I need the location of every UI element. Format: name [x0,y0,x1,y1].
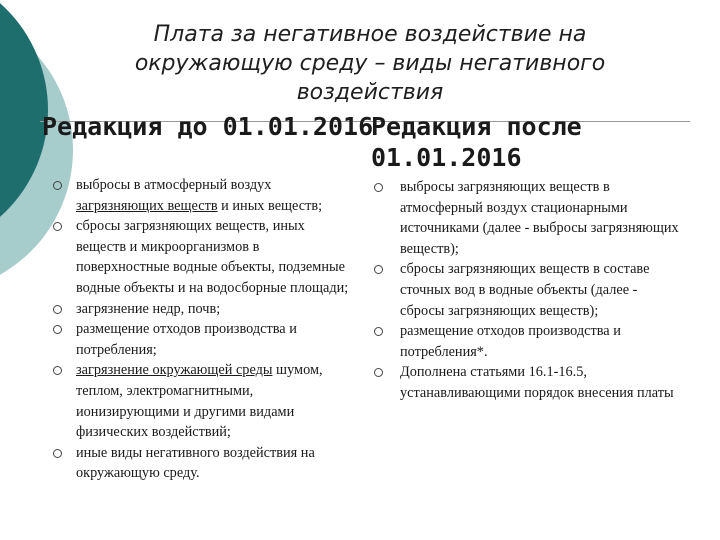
right-list-item: выбросы загрязняющих веществ в атмосферный воздух стационарными источниками (далее - выбросы загрязняющих веществ); [371,177,681,259]
left-list-item: выбросы в атмосферный воздух загрязняющих веществ и иных веществ; [50,175,350,216]
bullet-icon [53,222,62,231]
bullet-icon [374,265,383,274]
left-list-item: загрязнение окружающей среды шумом, теплом, электромагнитными, ионизирующими и другими видами физических воздействий; [50,360,350,442]
bullet-icon [53,325,62,334]
bullet-icon [374,327,383,336]
left-list-item: размещение отходов производства и потребления; [50,319,350,360]
bullet-icon [53,305,62,314]
bullet-icon [53,366,62,375]
link-pollutants[interactable]: загрязняющих веществ [76,197,218,214]
right-list-item: размещение отходов производства и потребления*. [371,321,681,362]
bullet-icon [374,368,383,377]
right-list-item: Дополнена статьями 16.1-16.5, устанавливающими порядок внесения платы [371,362,681,403]
left-list-item: сбросы загрязняющих веществ, иных веществ и микроорганизмов в поверхностные водные объекты, подземные водные объекты и на водосборные площади; [50,216,350,298]
link-environmental-pollution[interactable]: загрязнение окружающей среды [76,362,273,379]
left-list [50,175,350,484]
right-column-heading [371,111,720,173]
bullet-icon [374,183,383,192]
page-title: Плата за негативное воздействие на окружающую среду – виды негативного воздействия [134,22,606,105]
left-column-heading [42,111,373,142]
left-list-item: иные виды негативного воздействия на окружающую среду. [50,443,350,484]
bullet-icon [53,449,62,458]
right-list-item: сбросы загрязняющих веществ в составе сточных вод в водные объекты (далее - сбросы загрязняющих веществ); [371,259,681,321]
right-heading-text: Редакция после 01.01.2016 [371,112,582,172]
right-list [371,177,681,404]
bullet-icon [53,181,62,190]
left-heading-text: Редакция до 01.01.2016 [42,112,374,141]
left-list-item: загрязнение недр, почв; [50,299,350,320]
